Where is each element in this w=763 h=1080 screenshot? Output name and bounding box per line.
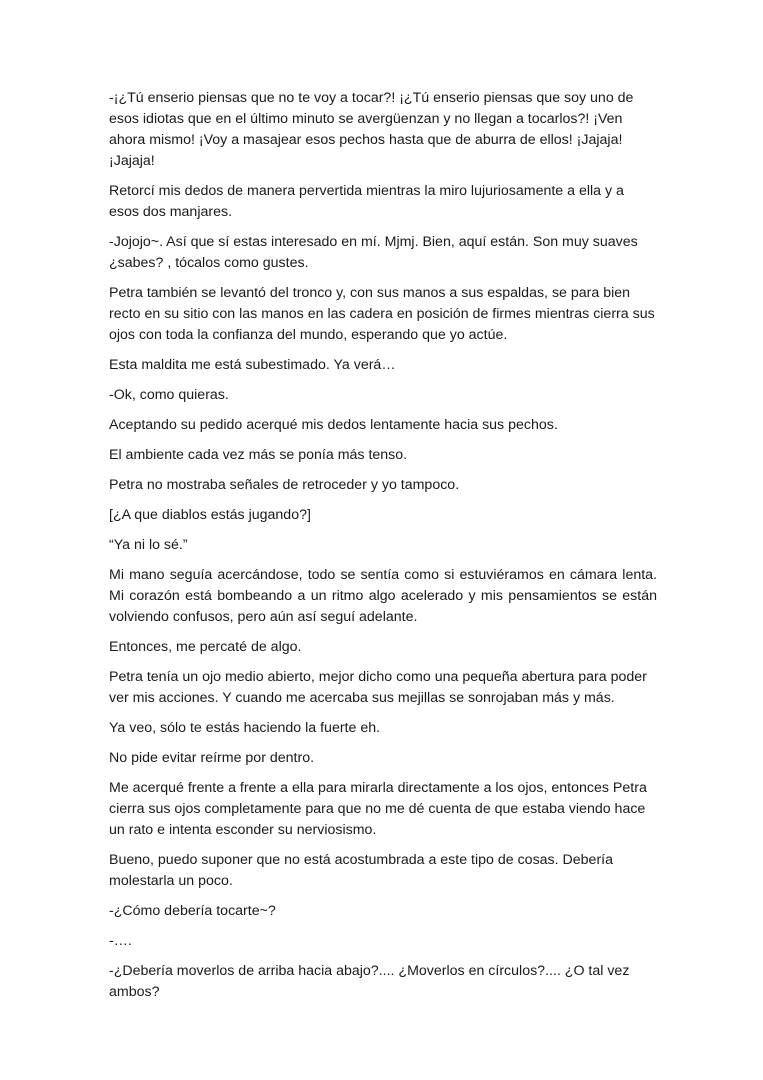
paragraph-18: Bueno, puedo suponer que no está acostumbrada a este tipo de cosas. Debería molestarla un poco. — [109, 852, 614, 889]
paragraph-3: -Jojojo~. Así que sí estas interesado en mí. Mjmj. Bien, aquí están. Son muy suaves ¿sabes? , tócalos como gustes. — [109, 234, 638, 271]
paragraph-14: Petra tenía un ojo medio abierto, mejor dicho como una pequeña abertura para poder ver mis acciones. Y cuando me acercaba sus mejillas se sonrojaban más y más. — [109, 669, 647, 706]
paragraph-11: “Ya ni lo sé.” — [109, 537, 188, 553]
paragraph-12: Mi mano seguía acercándose, todo se sentía como si estuviéramos en cámara lenta. Mi corazón está bombeando a un ritmo algo acelerado y mis pensamientos se están volviendo confusos, pero aún así seguí adelante. — [109, 567, 657, 625]
paragraph-1: -¡¿Tú enserio piensas que no te voy a tocar?! ¡¿Tú enserio piensas que soy uno de esos idiotas que en el último minuto se avergüenzan y no llegan a tocarlos?! ¡Ven ahora mismo! ¡Voy a masajear esos pechos hasta que de aburra de ellos! ¡Jajaja! ¡Jajaja! — [109, 90, 634, 169]
paragraph-2: Retorcí mis dedos de manera pervertida mientras la miro lujuriosamente a ella y a esos dos manjares. — [109, 183, 624, 220]
document-page — [109, 88, 657, 1012]
paragraph-21: -¿Debería moverlos de arriba hacia abajo?.... ¿Moverlos en círculos?.... ¿O tal vez ambos? — [109, 963, 630, 1000]
paragraph-17: Me acerqué frente a frente a ella para mirarla directamente a los ojos, entonces Petra cierra sus ojos completamente para que no me dé cuenta de que estaba viendo hace un rato e intenta esconder su nerviosismo. — [109, 780, 647, 838]
paragraph-8: El ambiente cada vez más se ponía más tenso. — [109, 447, 408, 463]
paragraph-10: [¿A que diablos estás jugando?] — [109, 507, 311, 523]
paragraph-13: Entonces, me percaté de algo. — [109, 639, 302, 655]
paragraph-7: Aceptando su pedido acerqué mis dedos lentamente hacia sus pechos. — [109, 417, 558, 433]
paragraph-4: Petra también se levantó del tronco y, con sus manos a sus espaldas, se para bien recto en su sitio con las manos en las cadera en posición de firmes mientras cierra sus ojos con toda la confianza del mundo, esperando que yo actúe. — [109, 285, 655, 343]
paragraph-6: -Ok, como quieras. — [109, 387, 229, 403]
paragraph-9: Petra no mostraba señales de retroceder y yo tampoco. — [109, 477, 460, 493]
paragraph-15: Ya veo, sólo te estás haciendo la fuerte eh. — [109, 720, 381, 736]
paragraph-20: -…. — [109, 933, 132, 949]
paragraph-16: No pide evitar reírme por dentro. — [109, 750, 315, 766]
paragraph-5: Esta maldita me está subestimado. Ya verá… — [109, 357, 396, 373]
paragraph-19: -¿Cómo debería tocarte~? — [109, 903, 276, 919]
